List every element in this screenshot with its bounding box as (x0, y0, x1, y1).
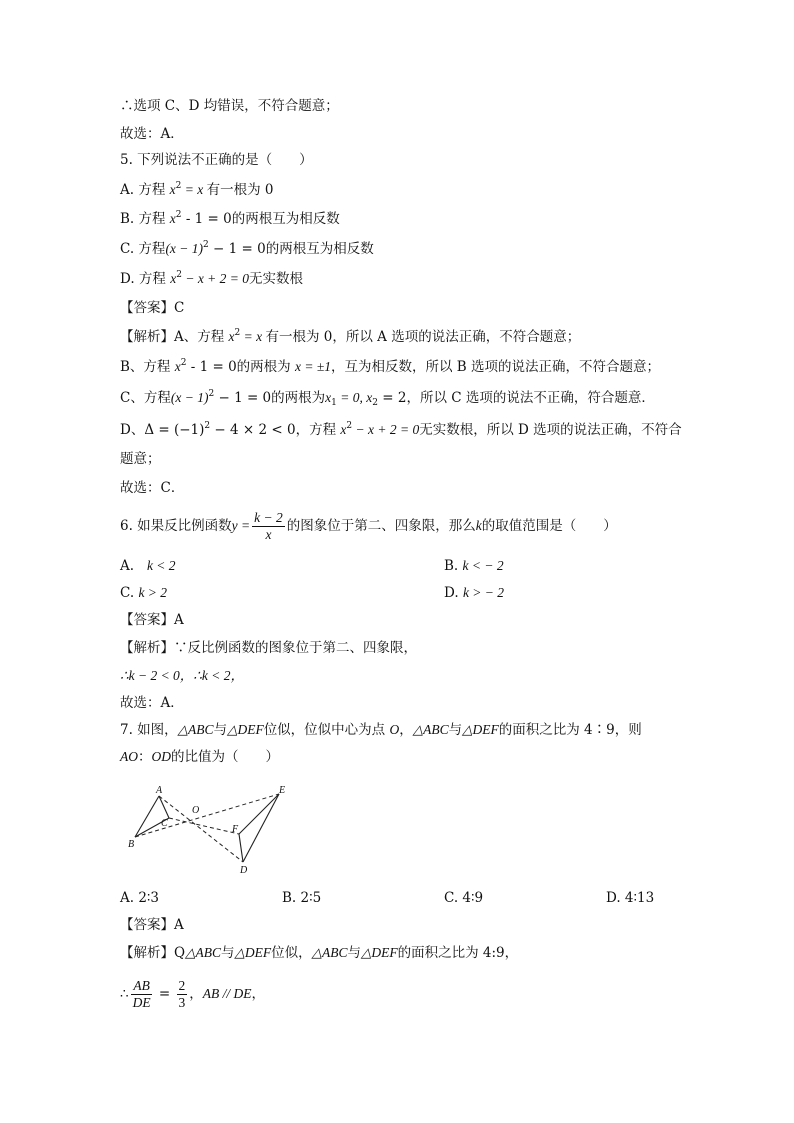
label-o: O (192, 805, 200, 816)
line-ad (159, 796, 243, 862)
q5-answer: 【答案】C (120, 300, 185, 316)
q5-option-a: A. 方程 $x^2 = x$ 有一根为 0 (120, 181, 274, 198)
q6-option-c: C. k > 2 (120, 585, 168, 601)
q6-option-d: D. k > − 2 (444, 585, 505, 601)
q5-explanation-1: 【解析】A、方程 $x^2 = x$ 有一根为 0，所以 A 选项的说法正确，不符合题意； (120, 328, 581, 345)
q7-option-a: A. 2∶3 (120, 890, 160, 906)
similar-triangles-figure (122, 783, 302, 875)
label-f: F (232, 824, 239, 835)
fraction-2-3: $\frac{2}{3}$ (178, 978, 186, 1010)
q6-explanation-2: ∴k − 2 < 0，∴k < 2， (120, 668, 244, 683)
label-c: C (161, 818, 168, 829)
text: ∴选项 C、D 均错误，不符合题意； (120, 98, 339, 114)
q6-explanation-1: 【解析】∵反比例函数的图象位于第二、四象限， (120, 640, 417, 656)
edge-ac (159, 796, 169, 818)
question-7-stem-2: AO：OD的比值为（ ） (120, 749, 279, 765)
q5-option-c: C. 方程$(x - 1)^2 - 1 = 0$的两根互为相反数 (120, 240, 374, 257)
q6-choose: 故选：A． (120, 695, 184, 711)
q5-explanation-3: C、方程$(x - 1)^2 - 1 = 0$的两根为$x_1 = 0$, $x_2 = 2$，所以 C 选项的说法不正确，符合题意． (120, 389, 655, 408)
q6-answer: 【答案】A (120, 612, 184, 628)
text: 故选：A． (120, 126, 184, 142)
text-line (120, 124, 184, 144)
question-7-stem: 7. 如图，△ABC与△DEF位似，位似中心为点 O，△ABC与△DEF的面积之比为 4∶9，则 (120, 722, 642, 738)
q7-option-c: C. 4∶9 (444, 890, 484, 906)
label-b: B (128, 839, 135, 850)
text-line (120, 96, 339, 116)
question-6-stem: 6. 如果反比例函数y = $\frac{k - 2}{x}$ 的图象位于第二、四象限，那么k的取值范围是（ ） (120, 510, 617, 542)
fraction-ab-de: $\frac{AB}{DE}$ (132, 978, 151, 1010)
question-5-stem: 5. 下列说法不正确的是（ ） (120, 152, 313, 168)
q6-option-a: A. k < 2 (120, 558, 176, 574)
q5-explanation-4-cont: 题意； (120, 451, 161, 467)
edge-fd (239, 834, 243, 862)
q7-explanation-2: ∴ $\frac{AB}{DE}$ = $\frac{2}{3}$ ，AB // DE， (120, 978, 265, 1010)
q5-explanation-2: B、方程 $x^2 - 1 = 0$的两根为 x = ±1，互为相反数，所以 B 选项的说法正确，不符合题意； (120, 358, 660, 375)
q7-option-d: D. 4∶13 (606, 890, 655, 906)
label-e: E (279, 785, 286, 796)
edge-ed (243, 794, 279, 862)
fraction: $\frac{k - 2}{x}$ (254, 510, 283, 542)
q7-explanation-1: 【解析】Q△ABC与△DEF位似，△ABC与△DEF的面积之比为 4:9， (120, 945, 519, 961)
q5-choose: 故选：C． (120, 480, 185, 496)
q5-explanation-4: D、$\Delta = (-1)^2 - 4 \times 2 < 0$，方程 $x^2 - x + 2 = 0$无实数根，所以 D 选项的说法正确，不符合 (120, 421, 682, 438)
label-a: A (156, 785, 163, 796)
q7-answer: 【答案】A (120, 917, 184, 933)
q5-option-b: B. 方程 $x^2 - 1 = 0$的两根互为相反数 (120, 210, 340, 227)
label-d: D (240, 865, 248, 875)
q6-option-b: B. k < − 2 (444, 558, 504, 574)
q7-option-b: B. 2∶5 (282, 890, 322, 906)
q5-option-d: D. 方程 $x^2 - x + 2 = 0$无实数根 (120, 270, 304, 287)
